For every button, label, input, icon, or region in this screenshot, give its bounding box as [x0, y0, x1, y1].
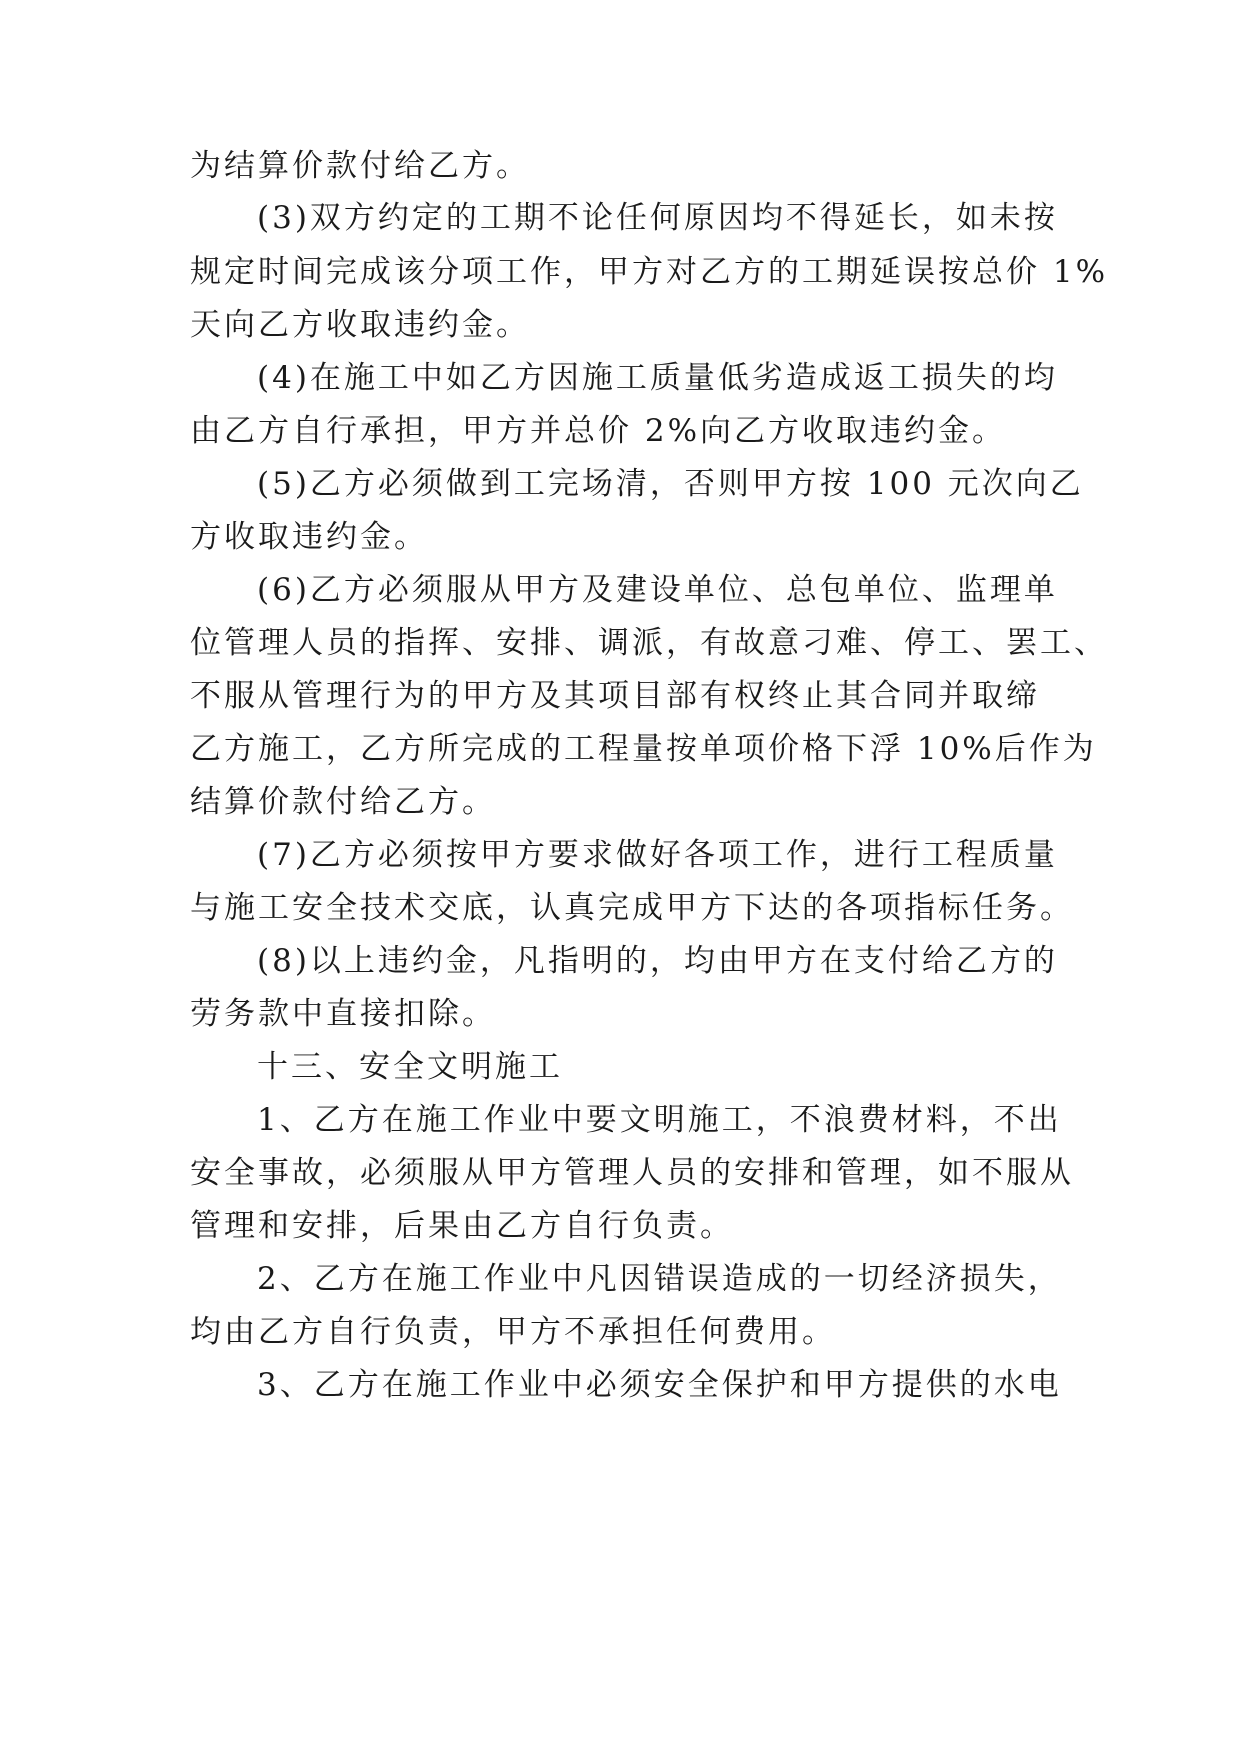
paragraph-line: 与施工安全技术交底，认真完成甲方下达的各项指标任务。 [190, 890, 1074, 926]
section-heading: 十三、安全文明施工 [257, 1049, 563, 1085]
paragraph-line: 为结算价款付给乙方。 [190, 148, 530, 184]
paragraph-line: 位管理人员的指挥、安排、调派，有故意刁难、停工、罢工、 [190, 625, 1108, 661]
clause-3-line: (3)双方约定的工期不论任何原因均不得延长，如未按 [257, 200, 1058, 236]
paragraph-line: 规定时间完成该分项工作，甲方对乙方的工期延误按总价 1% [190, 254, 1109, 290]
paragraph-line: 由乙方自行承担，甲方并总价 2%向乙方收取违约金。 [190, 413, 1007, 449]
clause-4-line: (4)在施工中如乙方因施工质量低劣造成返工损失的均 [257, 360, 1058, 396]
paragraph-line: 天向乙方收取违约金。 [190, 307, 530, 343]
item-3-line: 3、乙方在施工作业中必须安全保护和甲方提供的水电 [257, 1367, 1062, 1403]
paragraph-line: 管理和安排，后果由乙方自行负责。 [190, 1208, 734, 1244]
clause-6-line: (6)乙方必须服从甲方及建设单位、总包单位、监理单 [257, 572, 1058, 608]
item-2-line: 2、乙方在施工作业中凡因错误造成的一切经济损失， [257, 1261, 1062, 1297]
paragraph-line: 乙方施工，乙方所完成的工程量按单项价格下浮 10%后作为 [190, 731, 1097, 767]
paragraph-line: 安全事故，必须服从甲方管理人员的安排和管理，如不服从 [190, 1155, 1074, 1191]
clause-5-line: (5)乙方必须做到工完场清，否则甲方按 100 元次向乙 [257, 466, 1084, 502]
paragraph-line: 均由乙方自行负责，甲方不承担任何费用。 [190, 1314, 836, 1350]
clause-7-line: (7)乙方必须按甲方要求做好各项工作，进行工程质量 [257, 837, 1058, 873]
clause-8-line: (8)以上违约金，凡指明的，均由甲方在支付给乙方的 [257, 943, 1058, 979]
paragraph-line: 不服从管理行为的甲方及其项目部有权终止其合同并取缔 [190, 678, 1040, 714]
paragraph-line: 方收取违约金。 [190, 519, 428, 555]
paragraph-line: 劳务款中直接扣除。 [190, 996, 496, 1032]
paragraph-line: 结算价款付给乙方。 [190, 784, 496, 820]
item-1-line: 1、乙方在施工作业中要文明施工，不浪费材料，不出 [257, 1102, 1062, 1138]
